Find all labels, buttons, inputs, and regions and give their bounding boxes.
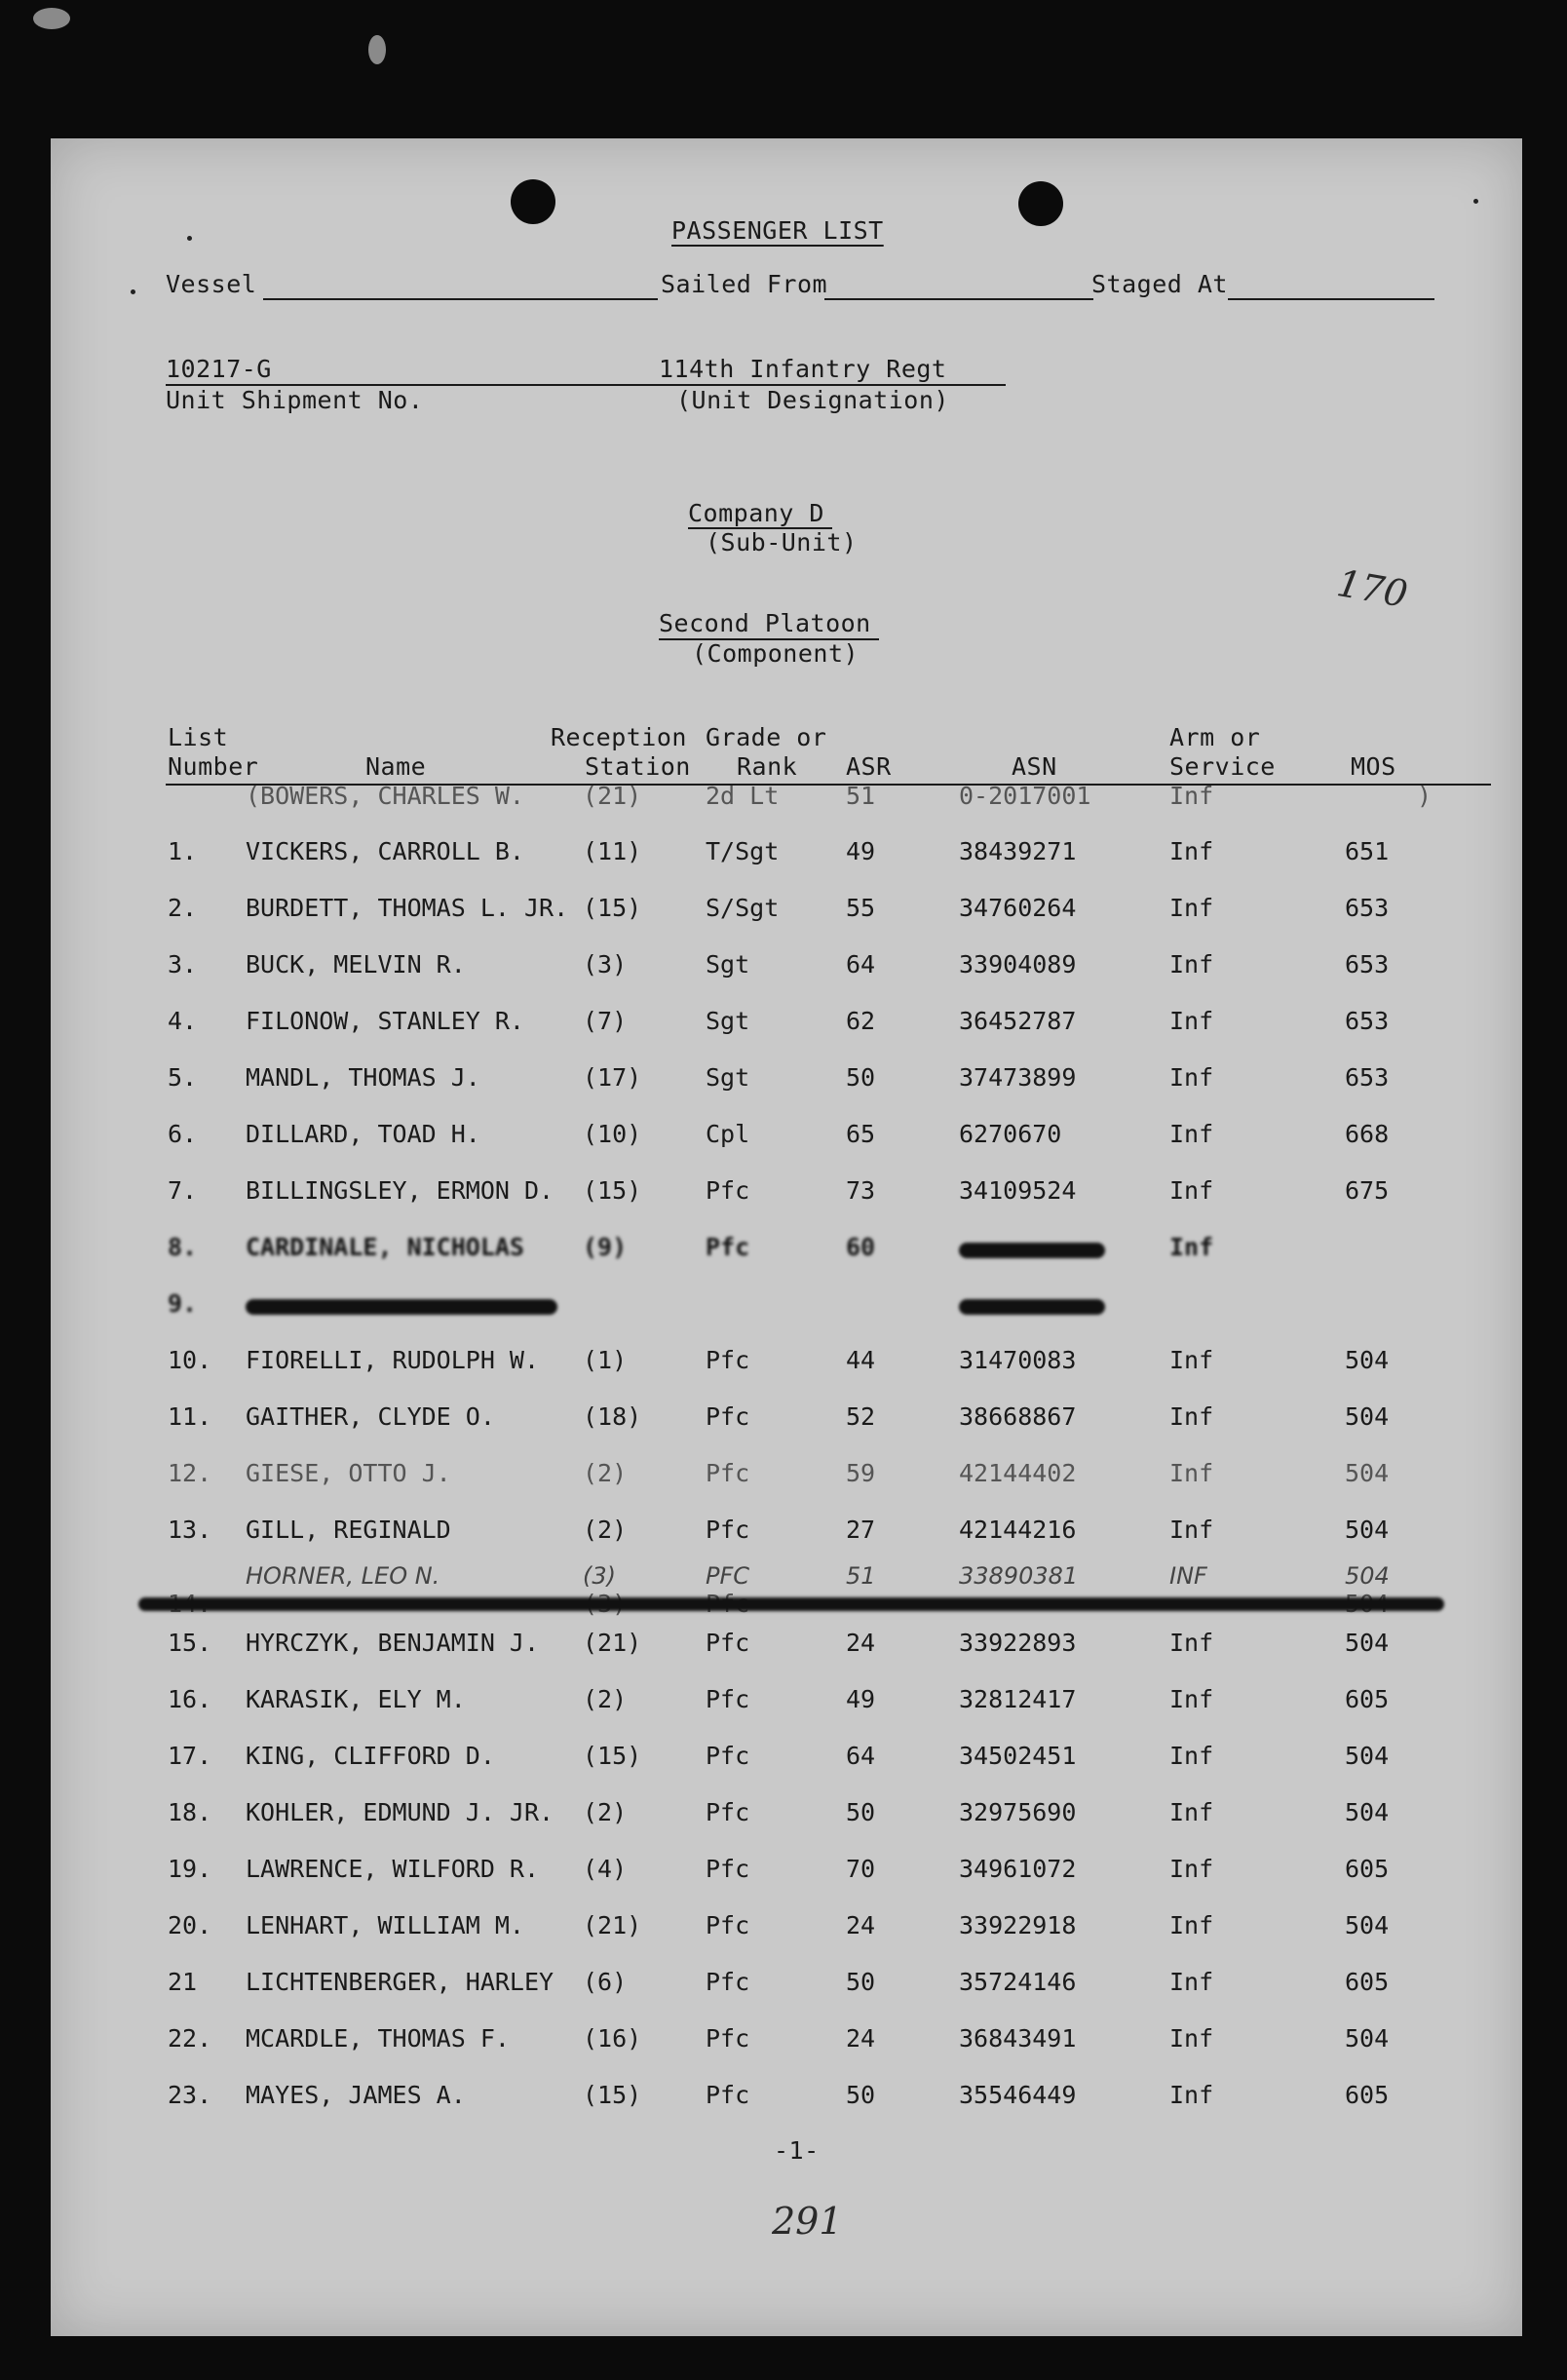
cell-name: HYRCZYK, BENJAMIN J. bbox=[246, 1629, 540, 1657]
cell-grade: Pfc bbox=[706, 1346, 750, 1374]
cell-arm: Inf bbox=[1169, 1911, 1214, 1939]
punch-hole-right bbox=[1018, 181, 1063, 226]
cell-arm: Inf bbox=[1169, 1346, 1214, 1374]
cell-arm: Inf bbox=[1169, 1176, 1214, 1205]
cell-asr: 27 bbox=[846, 1516, 876, 1544]
cell-station: (21) bbox=[583, 1629, 642, 1657]
page-number: -1- bbox=[774, 2136, 820, 2165]
cell-num: 17. bbox=[168, 1742, 212, 1770]
cell-grade: S/Sgt bbox=[706, 894, 780, 922]
sailed-from-line bbox=[824, 298, 1093, 300]
cell-name: KOHLER, EDMUND J. JR. bbox=[246, 1798, 554, 1826]
speck bbox=[131, 289, 135, 294]
cell-arm: Inf bbox=[1169, 1629, 1214, 1657]
table-row bbox=[51, 1685, 1522, 1724]
cell-name: (BOWERS, CHARLES W. bbox=[246, 782, 524, 810]
unit-designation-label: (Unit Designation) bbox=[676, 386, 949, 414]
cell-asr: 51 bbox=[846, 1562, 876, 1590]
col-list-number-2: Number bbox=[168, 752, 259, 781]
handwritten-page-number: 291 bbox=[772, 2200, 843, 2243]
cell-asn: 36843491 bbox=[959, 2024, 1077, 2053]
redaction-mark bbox=[959, 1299, 1105, 1315]
cell-mos: 653 bbox=[1345, 950, 1390, 979]
staged-at-label: Staged At bbox=[1091, 270, 1228, 298]
cell-mos: 504 bbox=[1345, 2024, 1390, 2053]
cell-grade: Pfc bbox=[706, 1402, 750, 1431]
cell-asn: 37473899 bbox=[959, 1063, 1077, 1092]
cell-name: MAYES, JAMES A. bbox=[246, 2081, 466, 2109]
cell-arm: Inf bbox=[1169, 837, 1214, 865]
cell-arm: Inf bbox=[1169, 1007, 1214, 1035]
cell-name: BURDETT, THOMAS L. JR. bbox=[246, 894, 569, 922]
cell-num: 4. bbox=[168, 1007, 198, 1035]
cell-mos: 504 bbox=[1345, 1742, 1390, 1770]
cell-asr: 50 bbox=[846, 2081, 876, 2109]
cell-asn: 31470083 bbox=[959, 1346, 1077, 1374]
cell-arm: Inf bbox=[1169, 782, 1214, 810]
table-row bbox=[51, 837, 1522, 876]
cell-num: 11. bbox=[168, 1402, 212, 1431]
cell-name: DILLARD, TOAD H. bbox=[246, 1120, 480, 1148]
cell-num: 10. bbox=[168, 1346, 212, 1374]
table-row bbox=[51, 1007, 1522, 1046]
cell-grade: T/Sgt bbox=[706, 837, 780, 865]
cell-asr: 24 bbox=[846, 2024, 876, 2053]
cell-arm: Inf bbox=[1169, 1402, 1214, 1431]
cell-asn: 34109524 bbox=[959, 1176, 1077, 1205]
cell-num: 19. bbox=[168, 1855, 212, 1883]
cell-station: (3) bbox=[583, 950, 628, 979]
cell-name: CARDINALE, NICHOLAS bbox=[246, 1233, 524, 1261]
cell-grade: Cpl bbox=[706, 1120, 750, 1148]
component-value: Second Platoon bbox=[659, 609, 871, 637]
unit-shipment-value: 10217-G bbox=[166, 355, 272, 383]
cell-name: LICHTENBERGER, HARLEY bbox=[246, 1968, 554, 1996]
document-page bbox=[51, 138, 1522, 2336]
cell-num: 8. bbox=[168, 1233, 198, 1261]
cell-asn: 42144402 bbox=[959, 1459, 1077, 1487]
cell-asr: 49 bbox=[846, 1685, 876, 1713]
cell-asr: 24 bbox=[846, 1911, 876, 1939]
cell-mos: 651 bbox=[1345, 837, 1390, 865]
cell-num: 3. bbox=[168, 950, 198, 979]
cell-num: 9. bbox=[168, 1289, 198, 1318]
cell-asr: 24 bbox=[846, 1629, 876, 1657]
cell-num: 22. bbox=[168, 2024, 212, 2053]
cell-num: 12. bbox=[168, 1459, 212, 1487]
cell-num: 5. bbox=[168, 1063, 198, 1092]
cell-station: (15) bbox=[583, 894, 642, 922]
cell-station: (4) bbox=[583, 1855, 628, 1883]
cell-asn: 34502451 bbox=[959, 1742, 1077, 1770]
table-row bbox=[51, 1911, 1522, 1950]
cell-mos: 605 bbox=[1345, 1968, 1390, 1996]
film-speck bbox=[368, 35, 386, 64]
cell-station: (3) bbox=[583, 1562, 616, 1590]
cell-arm: Inf bbox=[1169, 1459, 1214, 1487]
cell-grade: Pfc bbox=[706, 1742, 750, 1770]
cell-station: (1) bbox=[583, 1346, 628, 1374]
cell-grade: Pfc bbox=[706, 1629, 750, 1657]
cell-num: 18. bbox=[168, 1798, 212, 1826]
cell-grade: Pfc bbox=[706, 1233, 750, 1261]
col-grade-1: Grade or bbox=[706, 723, 827, 751]
cell-asr: 44 bbox=[846, 1346, 876, 1374]
col-asr: ASR bbox=[846, 752, 892, 781]
cell-asr: 55 bbox=[846, 894, 876, 922]
cell-num: 1. bbox=[168, 837, 198, 865]
cell-arm: Inf bbox=[1169, 1798, 1214, 1826]
cell-asn: 6270670 bbox=[959, 1120, 1062, 1148]
cell-station: (15) bbox=[583, 2081, 642, 2109]
cell-grade: Pfc bbox=[706, 1685, 750, 1713]
cell-asr: 70 bbox=[846, 1855, 876, 1883]
cell-grade: Sgt bbox=[706, 1007, 750, 1035]
table-row bbox=[51, 2024, 1522, 2063]
cell-name: KARASIK, ELY M. bbox=[246, 1685, 466, 1713]
cell-grade: Sgt bbox=[706, 1063, 750, 1092]
cell-mos: 504 bbox=[1345, 1346, 1390, 1374]
cell-station: (11) bbox=[583, 837, 642, 865]
cell-name: MANDL, THOMAS J. bbox=[246, 1063, 480, 1092]
cell-arm: Inf bbox=[1169, 1120, 1214, 1148]
col-reception-2: Station bbox=[585, 752, 691, 781]
table-row bbox=[51, 1968, 1522, 2007]
table-row bbox=[51, 1063, 1522, 1102]
cell-asr: 59 bbox=[846, 1459, 876, 1487]
cell-mos: 653 bbox=[1345, 1007, 1390, 1035]
cell-station: (2) bbox=[583, 1459, 628, 1487]
cell-arm: INF bbox=[1169, 1562, 1207, 1590]
cell-asn: 34961072 bbox=[959, 1855, 1077, 1883]
cell-arm: Inf bbox=[1169, 950, 1214, 979]
cell-name: HORNER, LEO N. bbox=[246, 1562, 440, 1590]
cell-grade: Pfc bbox=[706, 1911, 750, 1939]
cell-name: LENHART, WILLIAM M. bbox=[246, 1911, 524, 1939]
unit-shipment-label: Unit Shipment No. bbox=[166, 386, 424, 414]
unit-designation-value: 114th Infantry Regt bbox=[659, 355, 947, 383]
cell-grade: Pfc bbox=[706, 1855, 750, 1883]
sailed-from-label: Sailed From bbox=[661, 270, 828, 298]
cell-asn: 38439271 bbox=[959, 837, 1077, 865]
cell-mos: 504 bbox=[1345, 1562, 1390, 1590]
cell-arm: Inf bbox=[1169, 1063, 1214, 1092]
cell-asn: 35546449 bbox=[959, 2081, 1077, 2109]
col-grade-2: Rank bbox=[737, 752, 798, 781]
cell-asn: 36452787 bbox=[959, 1007, 1077, 1035]
table-row bbox=[51, 950, 1522, 989]
table-row bbox=[51, 1590, 1522, 1629]
cell-num: 6. bbox=[168, 1120, 198, 1148]
cell-num: 2. bbox=[168, 894, 198, 922]
cell-station: (15) bbox=[583, 1176, 642, 1205]
cell-grade: Pfc bbox=[706, 1459, 750, 1487]
redaction-mark bbox=[246, 1299, 557, 1315]
cell-mos: 504 bbox=[1345, 1402, 1390, 1431]
cell-asn: 32975690 bbox=[959, 1798, 1077, 1826]
film-speck bbox=[33, 8, 70, 29]
cell-asr: 51 bbox=[846, 782, 876, 810]
cell-grade: Sgt bbox=[706, 950, 750, 979]
cell-asr: 60 bbox=[846, 1233, 876, 1261]
col-asn: ASN bbox=[1012, 752, 1057, 781]
vessel-label: Vessel bbox=[166, 270, 257, 298]
cell-num: 16. bbox=[168, 1685, 212, 1713]
cell-station: (18) bbox=[583, 1402, 642, 1431]
col-name: Name bbox=[365, 752, 427, 781]
col-mos: MOS bbox=[1351, 752, 1396, 781]
cell-grade: Pfc bbox=[706, 1176, 750, 1205]
cell-mos: 675 bbox=[1345, 1176, 1390, 1205]
cell-arm: Inf bbox=[1169, 1968, 1214, 1996]
col-list-number-1: List bbox=[168, 723, 229, 751]
cell-arm: Inf bbox=[1169, 1685, 1214, 1713]
cell-mos: 605 bbox=[1345, 2081, 1390, 2109]
cell-station: (16) bbox=[583, 2024, 642, 2053]
cell-asr: 50 bbox=[846, 1968, 876, 1996]
cell-asr: 50 bbox=[846, 1063, 876, 1092]
table-row bbox=[51, 1629, 1522, 1668]
cell-asn: 42144216 bbox=[959, 1516, 1077, 1544]
cell-arm: Inf bbox=[1169, 1516, 1214, 1544]
cell-station: (6) bbox=[583, 1968, 628, 1996]
cell-grade: Pfc bbox=[706, 2081, 750, 2109]
cell-station: (15) bbox=[583, 1742, 642, 1770]
table-row bbox=[51, 1459, 1522, 1498]
cell-num: 21 bbox=[168, 1968, 198, 1996]
cell-asr: 65 bbox=[846, 1120, 876, 1148]
cell-station: (2) bbox=[583, 1685, 628, 1713]
table-row bbox=[51, 1855, 1522, 1894]
cell-asr: 62 bbox=[846, 1007, 876, 1035]
cell-asr: 49 bbox=[846, 837, 876, 865]
cell-station: (21) bbox=[583, 782, 642, 810]
col-arm-1: Arm or bbox=[1169, 723, 1261, 751]
cell-mos: 504 bbox=[1345, 1798, 1390, 1826]
cell-arm: Inf bbox=[1169, 1855, 1214, 1883]
cell-arm: Inf bbox=[1169, 2081, 1214, 2109]
cell-arm: Inf bbox=[1169, 2024, 1214, 2053]
vessel-line bbox=[263, 298, 658, 300]
cell-num: 15. bbox=[168, 1629, 212, 1657]
redaction-mark bbox=[959, 1243, 1105, 1258]
punch-hole-left bbox=[511, 179, 555, 224]
cell-station: (7) bbox=[583, 1007, 628, 1035]
cell-grade: Pfc bbox=[706, 1968, 750, 1996]
cell-asr: 50 bbox=[846, 1798, 876, 1826]
table-row bbox=[51, 1346, 1522, 1385]
staged-at-line bbox=[1228, 298, 1434, 300]
cell-name: FILONOW, STANLEY R. bbox=[246, 1007, 524, 1035]
cell-asn: 33922918 bbox=[959, 1911, 1077, 1939]
cell-grade: Pfc bbox=[706, 1798, 750, 1826]
cell-grade: PFC bbox=[706, 1562, 750, 1590]
cell-name: BILLINGSLEY, ERMON D. bbox=[246, 1176, 554, 1205]
cell-asn: 33922893 bbox=[959, 1629, 1077, 1657]
table-row bbox=[51, 782, 1522, 821]
speck bbox=[187, 236, 192, 241]
table-row bbox=[51, 1289, 1522, 1328]
officer-close-paren: ) bbox=[1417, 782, 1433, 810]
cell-grade: 2d Lt bbox=[706, 782, 780, 810]
sub-unit-value: Company D bbox=[688, 499, 824, 527]
table-row bbox=[51, 894, 1522, 933]
cell-mos: 504 bbox=[1345, 1459, 1390, 1487]
cell-mos: 605 bbox=[1345, 1685, 1390, 1713]
cell-mos: 504 bbox=[1345, 1516, 1390, 1544]
component-label: (Component) bbox=[692, 639, 860, 668]
cell-name: KING, CLIFFORD D. bbox=[246, 1742, 495, 1770]
cell-num: 20. bbox=[168, 1911, 212, 1939]
col-reception-1: Reception bbox=[551, 723, 687, 751]
cell-num: 23. bbox=[168, 2081, 212, 2109]
cell-station: (21) bbox=[583, 1911, 642, 1939]
table-row bbox=[51, 2081, 1522, 2120]
cell-grade: Pfc bbox=[706, 1516, 750, 1544]
cell-asr: 52 bbox=[846, 1402, 876, 1431]
page-title: PASSENGER LIST bbox=[671, 216, 884, 245]
cell-arm: Inf bbox=[1169, 1233, 1214, 1261]
cell-asn: 33904089 bbox=[959, 950, 1077, 979]
cell-name: GIESE, OTTO J. bbox=[246, 1459, 451, 1487]
cell-asn: 32812417 bbox=[959, 1685, 1077, 1713]
cell-name: GAITHER, CLYDE O. bbox=[246, 1402, 495, 1431]
cell-station: (9) bbox=[583, 1233, 628, 1261]
cell-mos: 504 bbox=[1345, 1911, 1390, 1939]
cell-name: LAWRENCE, WILFORD R. bbox=[246, 1855, 540, 1883]
cell-station: (2) bbox=[583, 1798, 628, 1826]
strike-through-line bbox=[138, 1597, 1444, 1611]
cell-name: BUCK, MELVIN R. bbox=[246, 950, 466, 979]
cell-num: 13. bbox=[168, 1516, 212, 1544]
cell-arm: Inf bbox=[1169, 894, 1214, 922]
cell-mos: 605 bbox=[1345, 1855, 1390, 1883]
cell-asn: 34760264 bbox=[959, 894, 1077, 922]
cell-mos: 668 bbox=[1345, 1120, 1390, 1148]
cell-name: FIORELLI, RUDOLPH W. bbox=[246, 1346, 540, 1374]
cell-name: GILL, REGINALD bbox=[246, 1516, 451, 1544]
cell-asr: 73 bbox=[846, 1176, 876, 1205]
table-row bbox=[51, 1402, 1522, 1441]
cell-asr: 64 bbox=[846, 1742, 876, 1770]
cell-station: (2) bbox=[583, 1516, 628, 1544]
cell-name: VICKERS, CARROLL B. bbox=[246, 837, 524, 865]
cell-asn: 33890381 bbox=[959, 1562, 1079, 1590]
cell-mos: 653 bbox=[1345, 894, 1390, 922]
cell-arm: Inf bbox=[1169, 1742, 1214, 1770]
table-row bbox=[51, 1516, 1522, 1555]
col-arm-2: Service bbox=[1169, 752, 1276, 781]
cell-mos: 653 bbox=[1345, 1063, 1390, 1092]
cell-asn: 35724146 bbox=[959, 1968, 1077, 1996]
cell-name: MCARDLE, THOMAS F. bbox=[246, 2024, 510, 2053]
table-row bbox=[51, 1176, 1522, 1215]
table-row bbox=[51, 1798, 1522, 1837]
table-row bbox=[51, 1120, 1522, 1159]
handwritten-number: 170 bbox=[1333, 561, 1411, 616]
table-row bbox=[51, 1233, 1522, 1272]
cell-num: 7. bbox=[168, 1176, 198, 1205]
cell-asn: 38668867 bbox=[959, 1402, 1077, 1431]
sub-unit-label: (Sub-Unit) bbox=[706, 528, 858, 557]
cell-grade: Pfc bbox=[706, 2024, 750, 2053]
cell-station: (10) bbox=[583, 1120, 642, 1148]
cell-asr: 64 bbox=[846, 950, 876, 979]
cell-station: (17) bbox=[583, 1063, 642, 1092]
cell-asn: 0-2017001 bbox=[959, 782, 1091, 810]
speck bbox=[1473, 199, 1478, 204]
table-row bbox=[51, 1742, 1522, 1781]
cell-mos: 504 bbox=[1345, 1629, 1390, 1657]
